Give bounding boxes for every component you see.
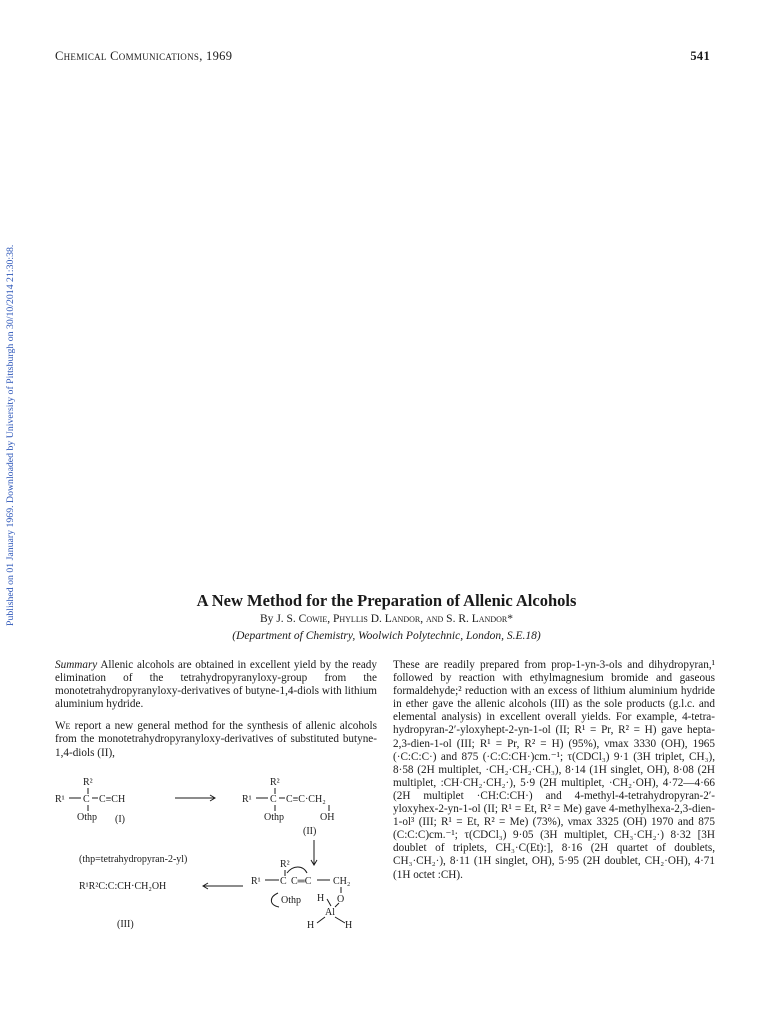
authors-prefix: By: [260, 613, 277, 625]
scheme-int-h2: H: [307, 920, 315, 931]
scheme-int-ch2: CH₂: [333, 876, 351, 887]
summary-label: Summary: [55, 659, 98, 671]
left-column: [55, 659, 377, 760]
intro-text: report a new general method for the synthesis of allenic alcohols from the monotetrahydropyranyloxy-derivatives of substituted butyne-1,4-diols (II),: [55, 720, 377, 759]
scheme-int-r2: R²: [280, 859, 290, 870]
scheme-int-bond-al-h-left: [317, 917, 325, 923]
intro-lead: We: [55, 720, 71, 733]
scheme-int-curly-arrow-2: [271, 893, 279, 907]
scheme-II-oh: OH: [320, 812, 335, 823]
scheme-II-r2: R²: [270, 777, 280, 788]
scheme-int-carbon: C: [280, 876, 287, 887]
article-title: A New Method for the Preparation of Allenic Alcohols: [196, 591, 577, 610]
scheme-int-h3: H: [345, 920, 353, 931]
scheme-thp-definition: (thp=tetrahydropyran-2-yl): [79, 854, 188, 865]
scheme-int-r1: R¹: [251, 876, 261, 887]
scheme-I-othp: Othp: [77, 812, 97, 823]
page-number: 541: [690, 49, 710, 63]
scheme-int-middle: C═C: [291, 876, 312, 887]
scheme-int-bond-al-h-right: [335, 917, 345, 923]
journal-name: Chemical Communications, 1969: [55, 49, 233, 63]
right-column: [393, 659, 715, 882]
scheme-I-carbon: C: [83, 794, 90, 805]
scheme-label-II: (II): [303, 826, 317, 837]
scheme-II-alkyne: C≡C·CH₂: [286, 794, 326, 805]
running-head: [55, 49, 710, 64]
reaction-scheme: [55, 775, 385, 935]
affiliation: (Department of Chemistry, Woolwich Polytechnic, London, S.E.18): [232, 630, 541, 642]
scheme-int-bond-h-al: [327, 899, 331, 906]
scheme-label-I: (I): [115, 814, 125, 825]
intro-paragraph: [55, 720, 377, 759]
right-paragraph: These are readily prepared from prop-1-yn-3-ols and dihydropyran,¹ followed by reaction with ethylmagnesium bromide and gaseous formaldehyde;² reduction with an excess of lithium aluminium hydride in ether gave the allenic alcohols (III) as the sole products (g.l.c. and elemental analysis) in excellent overall yields. For example, 4-tetra-hydropyran-2′-yloxyhept-2-yn-1-ol (II; R¹ = Pr, R² = H) gave hepta-2,3-dien-1-ol (III; R¹ = Pr, R² = H) (95%), νmax 3330 (OH), 1965 (·C:C:C·) and 875 (·C:C:CH·)cm.⁻¹; τ(CDCl₃) 9·1 (3H triplet, CH₃), 8·58 (2H multiplet, ·CH₂·CH₂·CH₃), 8·14 (1H singlet, OH), 8·08 (2H multiplet, :CH·CH₂·CH₂·), 5·9 (2H multiplet, ·CH₂·OH), 4·72—4·66 (2H multiplet ·CH:C:CH·) and 4-methyl-4-tetrahydropyran-2′-yloxyhex-2-yn-1-ol (II; R¹ = Et, R² = Me) gave 4-methylhexa-2,3-dien-1-ol³ (III; R¹ = Et, R² = Me) (73%), νmax 3325 (OH) 1970 and 875 (C:C:C)cm.⁻¹; τ(CDCl₃) 9·05 (3H multiplet, CH₃·CH₂·) 8·32 [3H doublet of triplets, CH₃·C(Et):], 8·16 (2H quartet of doublets, CH₃·CH₂·), 8·11 (1H singlet, OH), 5·95 (2H doublet, CH₂·OH), 4·71 (1H octet :CH).: [393, 659, 715, 881]
scheme-II-othp: Othp: [264, 812, 284, 823]
scheme-int-o: O: [337, 894, 345, 905]
scheme-int-curly-arrow: [287, 867, 307, 873]
summary-paragraph: [55, 659, 377, 711]
scheme-I-r1: R¹: [55, 794, 65, 805]
scheme-label-III: (III): [117, 919, 134, 930]
scheme-int-h1: H: [317, 893, 325, 904]
author-names: J. S. Cowie, Phyllis D. Landor, and S. R. Landor*: [276, 613, 513, 625]
scheme-product: R¹R²C:C:CH·CH₂OH: [79, 881, 167, 892]
scheme-II-r1: R¹: [242, 794, 252, 805]
download-watermark[interactable]: Published on 01 January 1969. Downloaded by University of Pittsburgh on 30/10/2014 21:30:38.: [5, 244, 16, 626]
author-line: [0, 613, 773, 625]
summary-text: Allenic alcohols are obtained in excellent yield by the ready elimination of the tetrahydropyranyloxy-group from the monotetrahydropyranyloxy-derivatives of butyne-1,4-diols with lithium aluminium hydride.: [55, 659, 377, 711]
scheme-II-carbon: C: [270, 794, 277, 805]
scheme-int-othp: Othp: [281, 895, 301, 906]
scheme-I-r2: R²: [83, 777, 93, 788]
scheme-int-al: Al: [325, 907, 335, 918]
scheme-I-alkyne: C≡CH: [99, 794, 126, 805]
